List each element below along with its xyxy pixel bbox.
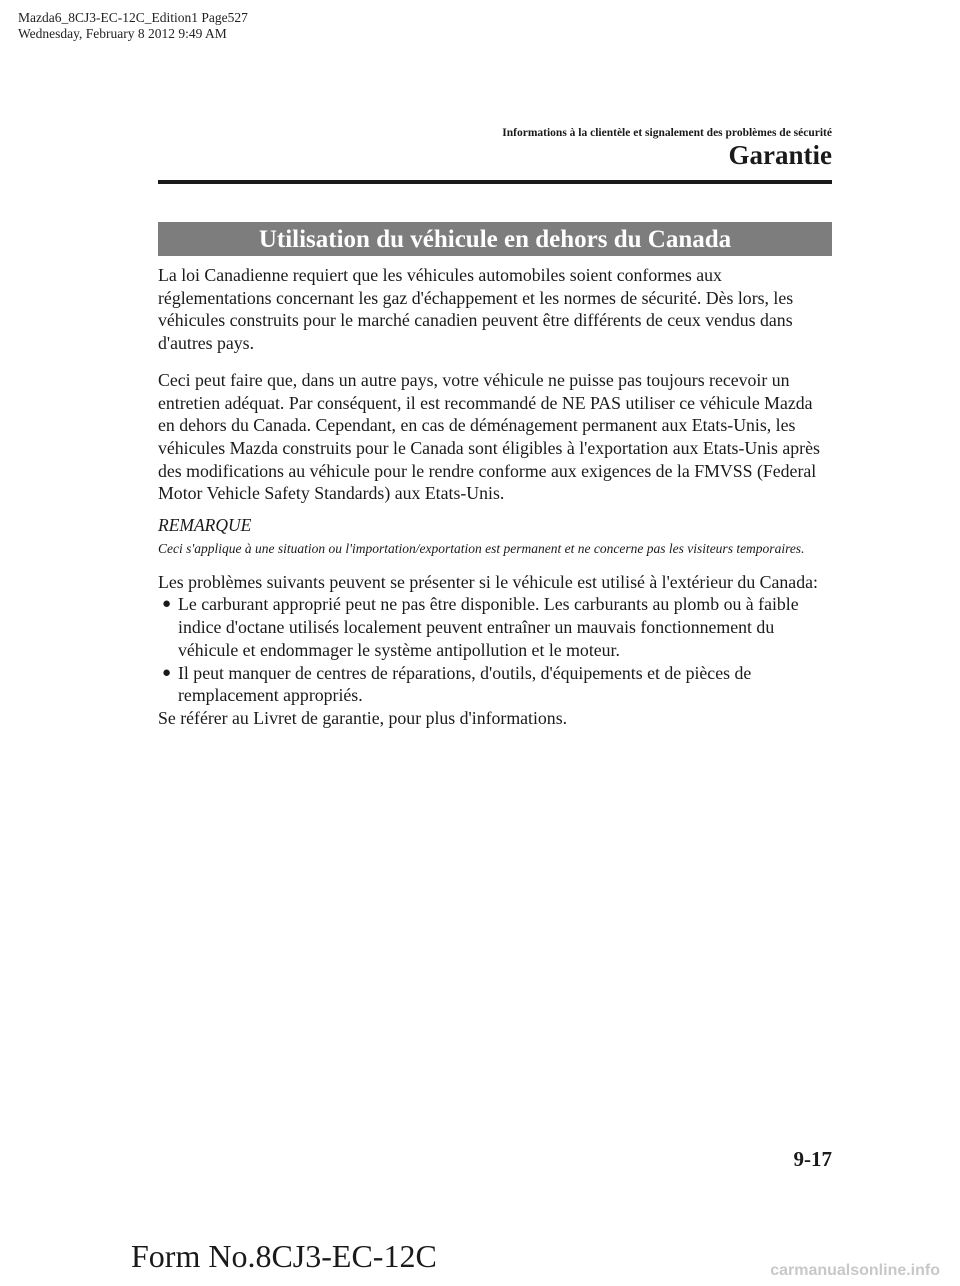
page-number: 9-17 [793,1147,832,1171]
form-number: Form No.8CJ3-EC-12C [131,1238,437,1274]
bullet-icon: ● [162,664,172,681]
list-item [158,593,832,661]
paragraph-export: Ceci peut faire que, dans un autre pays, votre véhicule ne puisse pas toujours recevoir un entretien adéquat. Par conséquent, il est recommandé de NE PAS utiliser ce véhicule Mazda en dehors du Canada. Cependant, en cas de déménagement permanent aux Etats-Unis, les véhicules Mazda construits pour le Canada sont éligibles à l'exportation aux Etats-Unis après des modifications au véhicule pour le rendre conforme aux exigences de la FMVSS (Federal Motor Vehicle Safety Standards) aux Etats-Unis. [158,369,820,504]
watermark: carmanualsonline.info [770,1262,940,1279]
print-header-line1: Mazda6_8CJ3-EC-12C_Edition1 Page527 [18,10,248,25]
paragraph-closing: Se référer au Livret de garantie, pour plus d'informations. [158,707,568,728]
header-rule [158,180,832,184]
body-text [158,264,832,730]
topic-title-bar: Utilisation du véhicule en dehors du Canada [158,222,832,256]
note-text: Ceci s'applique à une situation ou l'importation/exportation est permanent et ne concerne pas les visiteurs temporaires. [158,540,805,556]
paragraph-intro: La loi Canadienne requiert que les véhicules automobiles soient conformes aux réglementations concernant les gaz d'échappement et les normes de sécurité. Dès lors, les véhicules construits pour le marché canadien peuvent être différents de ceux vendus dans d'autres pays. [158,265,794,354]
paragraph-problems: Les problèmes suivants peuvent se présenter si le véhicule est utilisé à l'extérieur du Canada: [158,571,818,592]
list-item [158,662,832,707]
running-head: Informations à la clientèle et signalement des problèmes de sécurité [502,127,832,139]
list-item-text: Il peut manquer de centres de réparations, d'outils, d'équipements et de pièces de remplacement appropriés. [178,662,752,706]
print-header-line2: Wednesday, February 8 2012 9:49 AM [18,26,227,41]
problem-list [158,593,832,707]
print-header [18,10,248,42]
note-heading: REMARQUE [158,515,252,536]
list-item-text: Le carburant approprié peut ne pas être disponible. Les carburants au plomb ou à faible indice d'octane utilisés localement peuvent entraîner un mauvais fonctionnement du véhicule et endommager le système antipollution et le moteur. [178,594,799,660]
section-title: Garantie [728,140,832,170]
bullet-icon: ● [162,596,172,613]
